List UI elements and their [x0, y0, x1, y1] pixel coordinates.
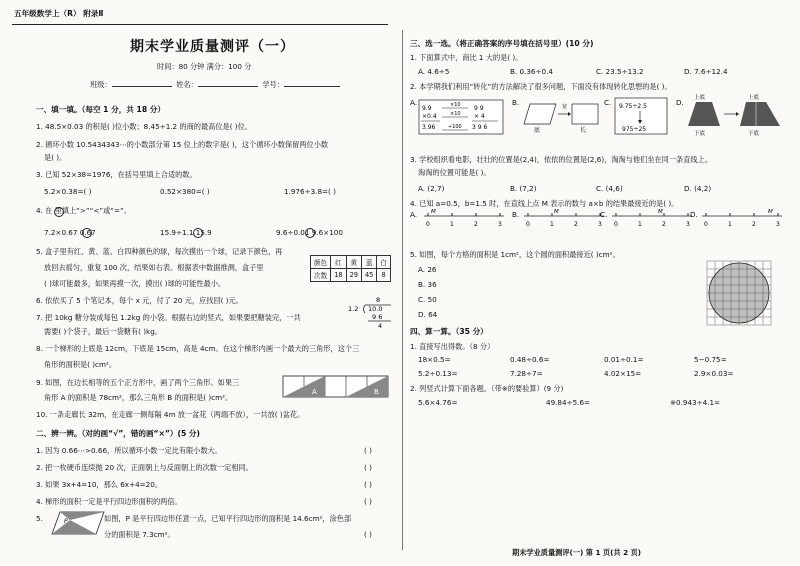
- div-dividend: 10.0: [368, 305, 383, 313]
- q9-line2: 角形 A 的面积是 78cm²，那么三角形 B 的面积是( )cm²。: [44, 393, 233, 402]
- judge-5-line2: 分的面积是 7.3cm²。: [104, 530, 175, 539]
- div-remainder: 4: [378, 322, 383, 330]
- table-header: 红: [331, 256, 346, 269]
- judge-5-line1: 如图，P 是平行四边形任意一点，已知平行四边形的面积是 14.6cm²，涂色部: [104, 514, 352, 523]
- svg-text:3 9 6: 3 9 6: [472, 124, 488, 131]
- svg-text:÷100: ÷100: [448, 124, 462, 130]
- q4-b: 15.9÷1.1 15.9: [160, 228, 212, 237]
- svg-text:上底: 上底: [748, 95, 760, 101]
- svg-text:×10: ×10: [450, 102, 461, 108]
- k1-item: 4.02×15=: [604, 369, 642, 378]
- label-b: B: [374, 388, 379, 396]
- c1-a: A. 4.6÷5: [418, 67, 450, 76]
- long-division: [346, 294, 396, 334]
- c1-d: D. 7.6÷12.4: [684, 67, 728, 76]
- c2-d-figure: [686, 92, 786, 138]
- ball-table: [310, 255, 391, 282]
- svg-text:宽: 宽: [562, 104, 568, 110]
- section-3-title: 三、选一选。（将正确答案的序号填在括号里）(10 分): [410, 39, 594, 48]
- section-4-title: 四、算一算。（35 分）: [410, 327, 488, 336]
- number-line-c: [608, 206, 696, 230]
- svg-text:2: 2: [574, 221, 578, 228]
- c4: 4. 已知 a=0.5，b=1.5 时，在直线上点 M 表示的数与 a×b 的结果最接近的是( )。: [410, 199, 679, 208]
- c2-c-label: C.: [604, 98, 612, 107]
- circle-grid-figure: [706, 260, 772, 326]
- c2-d-label: D.: [676, 98, 684, 107]
- svg-text:× 4: × 4: [474, 113, 485, 120]
- q8-line2: 角形的面积是( )cm²。: [44, 360, 117, 369]
- section-2-title: 二、辨一辨。（对的画“√”，错的画“×”）(5 分): [36, 429, 200, 438]
- number-line-a: [420, 206, 508, 230]
- svg-text:长: 长: [580, 127, 587, 134]
- q4-a: 7.2×0.67 0.67: [44, 228, 96, 237]
- c2: 2. 本学期我们利用“转化”的方法解决了很多问题，下面没有体现转化思想的是( )。: [410, 82, 672, 91]
- k1-item: 5.2÷0.13=: [418, 369, 458, 378]
- k2-item: ※0.943÷4.1=: [670, 398, 721, 407]
- point-m: M: [554, 209, 559, 215]
- c2-a-label: A.: [410, 98, 418, 107]
- q2-line1: 2. 循环小数 10.5434343⋯的小数部分第 15 位上的数字是( )，这个循环小数保留两位小数: [36, 140, 329, 149]
- svg-text:0: 0: [526, 221, 530, 228]
- judge-1: 1. 因为 0.66⋯>0.66，所以循环小数一定比有限小数大。: [36, 446, 223, 455]
- table-cell: 45: [361, 269, 376, 282]
- c3-a: A. (2,7): [418, 184, 445, 193]
- c2-b-figure: [522, 96, 600, 136]
- judge-3: 3. 如果 3x+4=10，那么 6x+4=20。: [36, 480, 163, 489]
- q5-line2: 放回去摇匀，重复 100 次，结果如右表。根据表中数据推测，盒子里: [44, 263, 264, 272]
- page-title: 期末学业质量测评（一）: [130, 39, 295, 55]
- svg-text:3.96: 3.96: [422, 124, 436, 131]
- table-cell: 29: [346, 269, 361, 282]
- q5-line3: ( )球可能最多，如果再摸一次，摸出( )球的可能性最小。: [44, 279, 226, 288]
- point-m: M: [431, 209, 436, 215]
- c2-a-figure: [418, 96, 506, 136]
- q2-line2: 是( )。: [44, 153, 67, 162]
- section-1-title: 一、填一填。（每空 1 分，共 18 分）: [36, 105, 165, 114]
- judge-3-paren[interactable]: ( ): [364, 480, 372, 489]
- c4-b-label: B.: [512, 210, 520, 219]
- c4-d-label: D.: [690, 210, 698, 219]
- c1-b: B. 0.36÷0.4: [510, 67, 553, 76]
- svg-text:2: 2: [474, 221, 478, 228]
- c4-a-label: A.: [410, 210, 418, 219]
- parallelogram-figure: [50, 510, 106, 536]
- q8-line1: 8. 一个梯形的上底是 12cm，下底是 15cm，高是 4cm。在这个梯形内画一个最大的三角形，这个三: [36, 344, 360, 353]
- q7-line2: 需要( )个袋子，最后一袋糖有( )kg。: [44, 327, 162, 336]
- column-divider: [402, 30, 403, 550]
- k1-item: 0.01÷0.1=: [604, 355, 644, 364]
- judge-5-paren[interactable]: ( ): [364, 530, 372, 539]
- c5-d: D. 64: [418, 310, 438, 319]
- c2-c-figure: [614, 96, 670, 136]
- k1: 1. 直接写出得数。（8 分）: [410, 342, 495, 351]
- k2: 2. 列竖式计算下面各题。（带※的要验算）(9 分): [410, 384, 564, 393]
- k1-item: 7.28÷7=: [510, 369, 543, 378]
- compare-circle: [82, 228, 92, 238]
- k1-item: 5−0.75=: [694, 355, 727, 364]
- c3-c: C. (4,6): [596, 184, 623, 193]
- table-header: 颜色: [311, 256, 331, 269]
- q4-c: 9.6÷0.01 9.6×100: [276, 228, 343, 237]
- svg-text:1: 1: [638, 221, 642, 228]
- number-line-d: [698, 206, 786, 230]
- compare-circle: [305, 228, 315, 238]
- point-m: M: [658, 209, 663, 215]
- svg-text:3: 3: [598, 221, 602, 228]
- svg-text:3: 3: [776, 221, 780, 228]
- div-product: 9 6: [372, 313, 383, 321]
- k2-item: 49.84÷5.6=: [546, 398, 591, 407]
- five-squares-figure: [282, 374, 392, 400]
- q3: 3. 已知 52×38=1976，在括号里填上合适的数。: [36, 170, 197, 179]
- svg-text:9 9: 9 9: [474, 105, 484, 112]
- judge-2-paren[interactable]: ( ): [364, 463, 372, 472]
- compare-circle: [54, 207, 64, 217]
- svg-text:×0.4: ×0.4: [422, 113, 437, 120]
- table-header: 白: [377, 256, 391, 269]
- point-p: P: [64, 518, 68, 525]
- svg-text:3: 3: [498, 221, 502, 228]
- q10: 10. 一条走廊长 32m，在走廊一侧每隔 4m 放一盆花（两端不放），一共放( )盆花。: [36, 410, 305, 419]
- k1-item: 0.48÷0.6=: [510, 355, 550, 364]
- c5-b: B. 36: [418, 280, 437, 289]
- k2-item: 5.6×4.76=: [418, 398, 458, 407]
- svg-text:2: 2: [662, 221, 666, 228]
- c3-b: B. (7,2): [510, 184, 537, 193]
- div-divisor: 1.2: [348, 305, 359, 313]
- k1-item: 2.9×0.03=: [694, 369, 734, 378]
- compare-circle: [193, 228, 203, 238]
- c3-d: D. (4,2): [684, 184, 712, 193]
- c5: 5. 如图，每个方格的面积是 1cm²，这个圆的面积最接近( )cm²。: [410, 250, 620, 259]
- c3-line2: 淘淘的位置可能是( )。: [418, 168, 491, 177]
- table-header: 黄: [346, 256, 361, 269]
- svg-text:1: 1: [550, 221, 554, 228]
- c2-b-label: B.: [512, 98, 520, 107]
- q5-line1: 5. 盒子里有红、黄、蓝、白四种颜色的球，每次摸出一个球，记录下颜色，再: [36, 247, 283, 256]
- svg-text:×10: ×10: [450, 111, 461, 117]
- label-a: A: [312, 388, 317, 396]
- q3-c: 1.976÷3.8=( ): [284, 187, 336, 196]
- judge-5-num: 5.: [36, 514, 43, 523]
- div-quotient: 8: [376, 296, 381, 304]
- svg-text:3: 3: [686, 221, 690, 228]
- c1: 1. 下面算式中，商比 1 大的是( )。: [410, 53, 523, 62]
- circle-shape: [709, 263, 769, 323]
- judge-4-paren[interactable]: ( ): [364, 497, 372, 506]
- c3-line1: 3. 学校组织看电影，壮壮的位置是(2,4)，依依的位置是(2,6)，淘淘与他们坐在同一条直线上。: [410, 155, 712, 164]
- svg-text:0: 0: [614, 221, 618, 228]
- q3-a: 5.2×0.38=( ): [44, 187, 92, 196]
- svg-text:底: 底: [534, 127, 541, 134]
- c5-a: A. 26: [418, 265, 437, 274]
- table-header: 蓝: [361, 256, 376, 269]
- svg-text:0: 0: [426, 221, 430, 228]
- book-tag: 五年级数学上（R） 附录Ⅱ: [14, 9, 104, 18]
- info-line: 班级： 姓名： 学号：: [90, 80, 340, 89]
- svg-text:下底: 下底: [748, 131, 760, 137]
- judge-1-paren[interactable]: ( ): [364, 446, 372, 455]
- judge-4: 4. 梯形的面积一定是平行四边形面积的两倍。: [36, 497, 182, 506]
- k1-item: 18×0.5=: [418, 355, 451, 364]
- svg-text:下底: 下底: [694, 131, 706, 137]
- svg-text:上底: 上底: [694, 95, 706, 101]
- q1: 1. 48.5×0.03 的积是( )位小数；8.45÷1.2 的商的最高位是( )位。: [36, 122, 252, 131]
- page-footer: 期末学业质量测评(一) 第 1 页(共 2 页): [512, 548, 642, 557]
- svg-text:1: 1: [728, 221, 732, 228]
- c4-c-label: C.: [600, 210, 608, 219]
- time-score: 时间：80 分钟 满分：100 分: [157, 62, 252, 71]
- table-row-label: 次数: [311, 269, 331, 282]
- judge-2: 2. 把一枚硬币连续抛 20 次，正面朝上与反面朝上的次数一定相同。: [36, 463, 253, 472]
- header-rule: [12, 24, 388, 25]
- svg-text:1: 1: [450, 221, 454, 228]
- q6: 6. 依依买了 5 个笔记本，每个 x 元，付了 20 元，应找回( )元。: [36, 296, 243, 305]
- number-line-b: [520, 206, 608, 230]
- table-cell: 18: [331, 269, 346, 282]
- svg-text:9.9: 9.9: [422, 105, 432, 112]
- svg-text:9.75÷2.5: 9.75÷2.5: [619, 103, 647, 110]
- point-m: M: [768, 209, 773, 215]
- svg-text:0: 0: [704, 221, 708, 228]
- svg-text:2: 2: [752, 221, 756, 228]
- table-cell: 8: [377, 269, 391, 282]
- q9-line1: 9. 如图，在边长相等的五个正方形中，画了两个三角形。如果三: [36, 378, 240, 387]
- q7-line1: 7. 把 10kg 糖分装成每包 1.2kg 的小袋。根据右边的竖式，如果要把糖装完，一共: [36, 313, 301, 322]
- c5-c: C. 50: [418, 295, 437, 304]
- q3-b: 0.52×380=( ): [160, 187, 210, 196]
- svg-text:975÷25: 975÷25: [622, 126, 647, 133]
- q4: 4. 在 里填上“>”“<”或“=”。: [36, 206, 131, 215]
- c1-c: C. 23.5÷13.2: [596, 67, 644, 76]
